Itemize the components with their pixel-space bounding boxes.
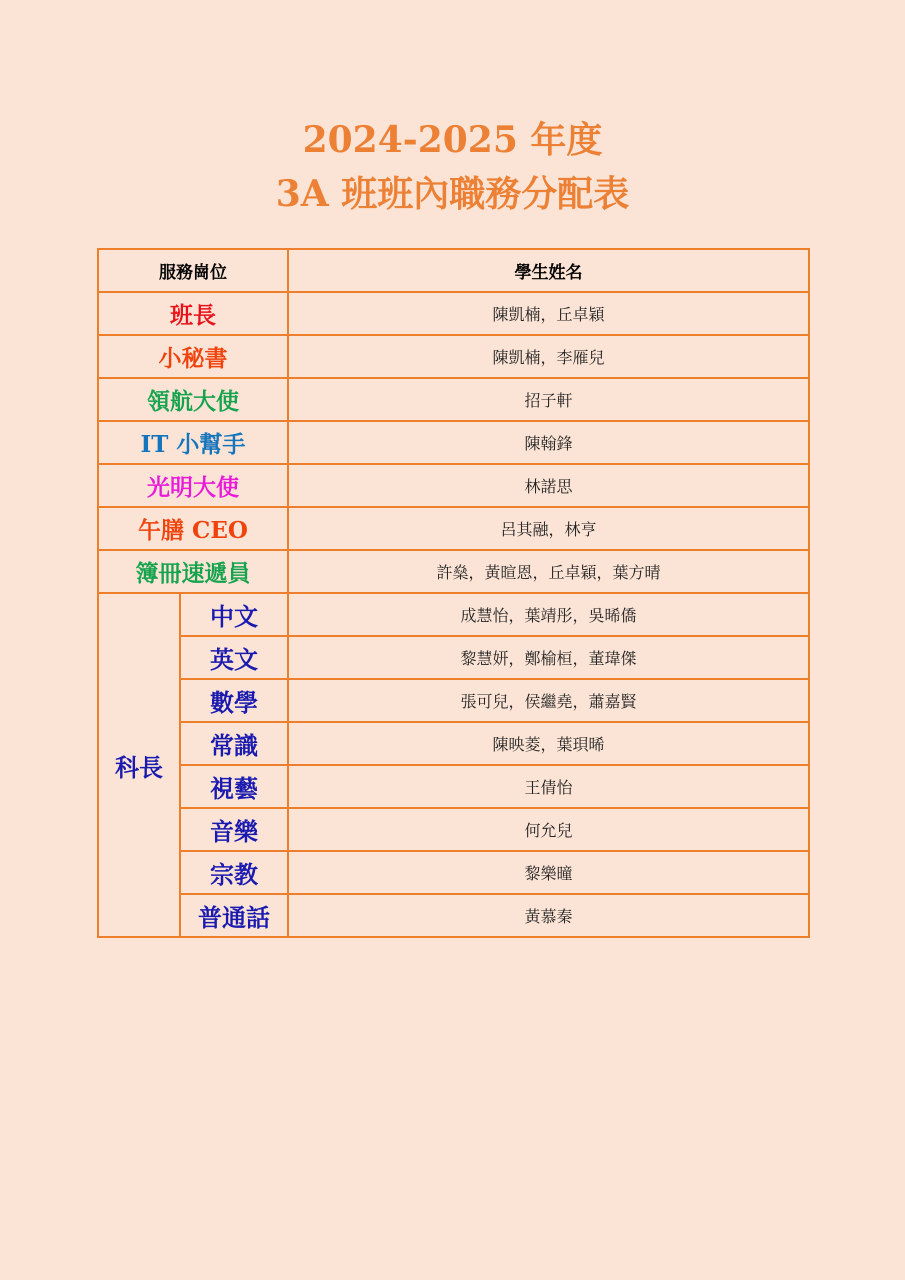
role-label: 班長 xyxy=(98,292,288,335)
role-row xyxy=(98,378,809,421)
subject-row xyxy=(98,765,809,808)
role-row xyxy=(98,464,809,507)
role-row xyxy=(98,421,809,464)
subject-students: 陳映菱，葉珼晞 xyxy=(288,722,809,765)
subject-label: 中文 xyxy=(180,593,288,636)
subject-label: 數學 xyxy=(180,679,288,722)
subject-students: 何允兒 xyxy=(288,808,809,851)
subject-students: 黎慧妍，鄭榆桓，董瑋傑 xyxy=(288,636,809,679)
subject-row xyxy=(98,636,809,679)
subject-row xyxy=(98,894,809,937)
role-students: 陳凱楠，李雁兒 xyxy=(288,335,809,378)
role-row xyxy=(98,292,809,335)
role-students: 許燊，黃暄恩，丘卓穎，葉方晴 xyxy=(288,550,809,593)
role-label: IT 小幫手 xyxy=(98,421,288,464)
subject-label: 宗教 xyxy=(180,851,288,894)
header-position: 服務崗位 xyxy=(98,249,288,292)
subject-label: 視藝 xyxy=(180,765,288,808)
header-names: 學生姓名 xyxy=(288,249,809,292)
subject-row xyxy=(98,851,809,894)
role-students: 招子軒 xyxy=(288,378,809,421)
subject-students: 黎樂曈 xyxy=(288,851,809,894)
subject-students: 黃慕秦 xyxy=(288,894,809,937)
role-label: 簿冊速遞員 xyxy=(98,550,288,593)
subject-label: 音樂 xyxy=(180,808,288,851)
role-students: 陳凱楠，丘卓穎 xyxy=(288,292,809,335)
subject-label: 常識 xyxy=(180,722,288,765)
role-row xyxy=(98,507,809,550)
role-row xyxy=(98,335,809,378)
subject-students: 王倩怡 xyxy=(288,765,809,808)
role-label: 光明大使 xyxy=(98,464,288,507)
subject-students: 成慧怡，葉靖彤，吳晞僑 xyxy=(288,593,809,636)
duty-table xyxy=(97,248,810,938)
subject-row xyxy=(98,593,809,636)
subject-label: 普通話 xyxy=(180,894,288,937)
subject-row xyxy=(98,808,809,851)
role-label: 午膳 CEO xyxy=(98,507,288,550)
role-students: 呂其融，林亨 xyxy=(288,507,809,550)
subject-row xyxy=(98,722,809,765)
role-students: 林諾思 xyxy=(288,464,809,507)
role-label: 小秘書 xyxy=(98,335,288,378)
role-label: 領航大使 xyxy=(98,378,288,421)
subject-students: 張可兒，侯繼堯，蕭嘉賢 xyxy=(288,679,809,722)
header-row xyxy=(98,249,809,292)
title-class: 3A 班班內職務分配表 xyxy=(275,173,630,215)
role-row xyxy=(98,550,809,593)
subject-label: 英文 xyxy=(180,636,288,679)
title-year: 2024-2025 年度 xyxy=(302,119,603,161)
subject-group-label: 科長 xyxy=(98,593,180,937)
subject-row xyxy=(98,679,809,722)
role-students: 陳翰鋒 xyxy=(288,421,809,464)
